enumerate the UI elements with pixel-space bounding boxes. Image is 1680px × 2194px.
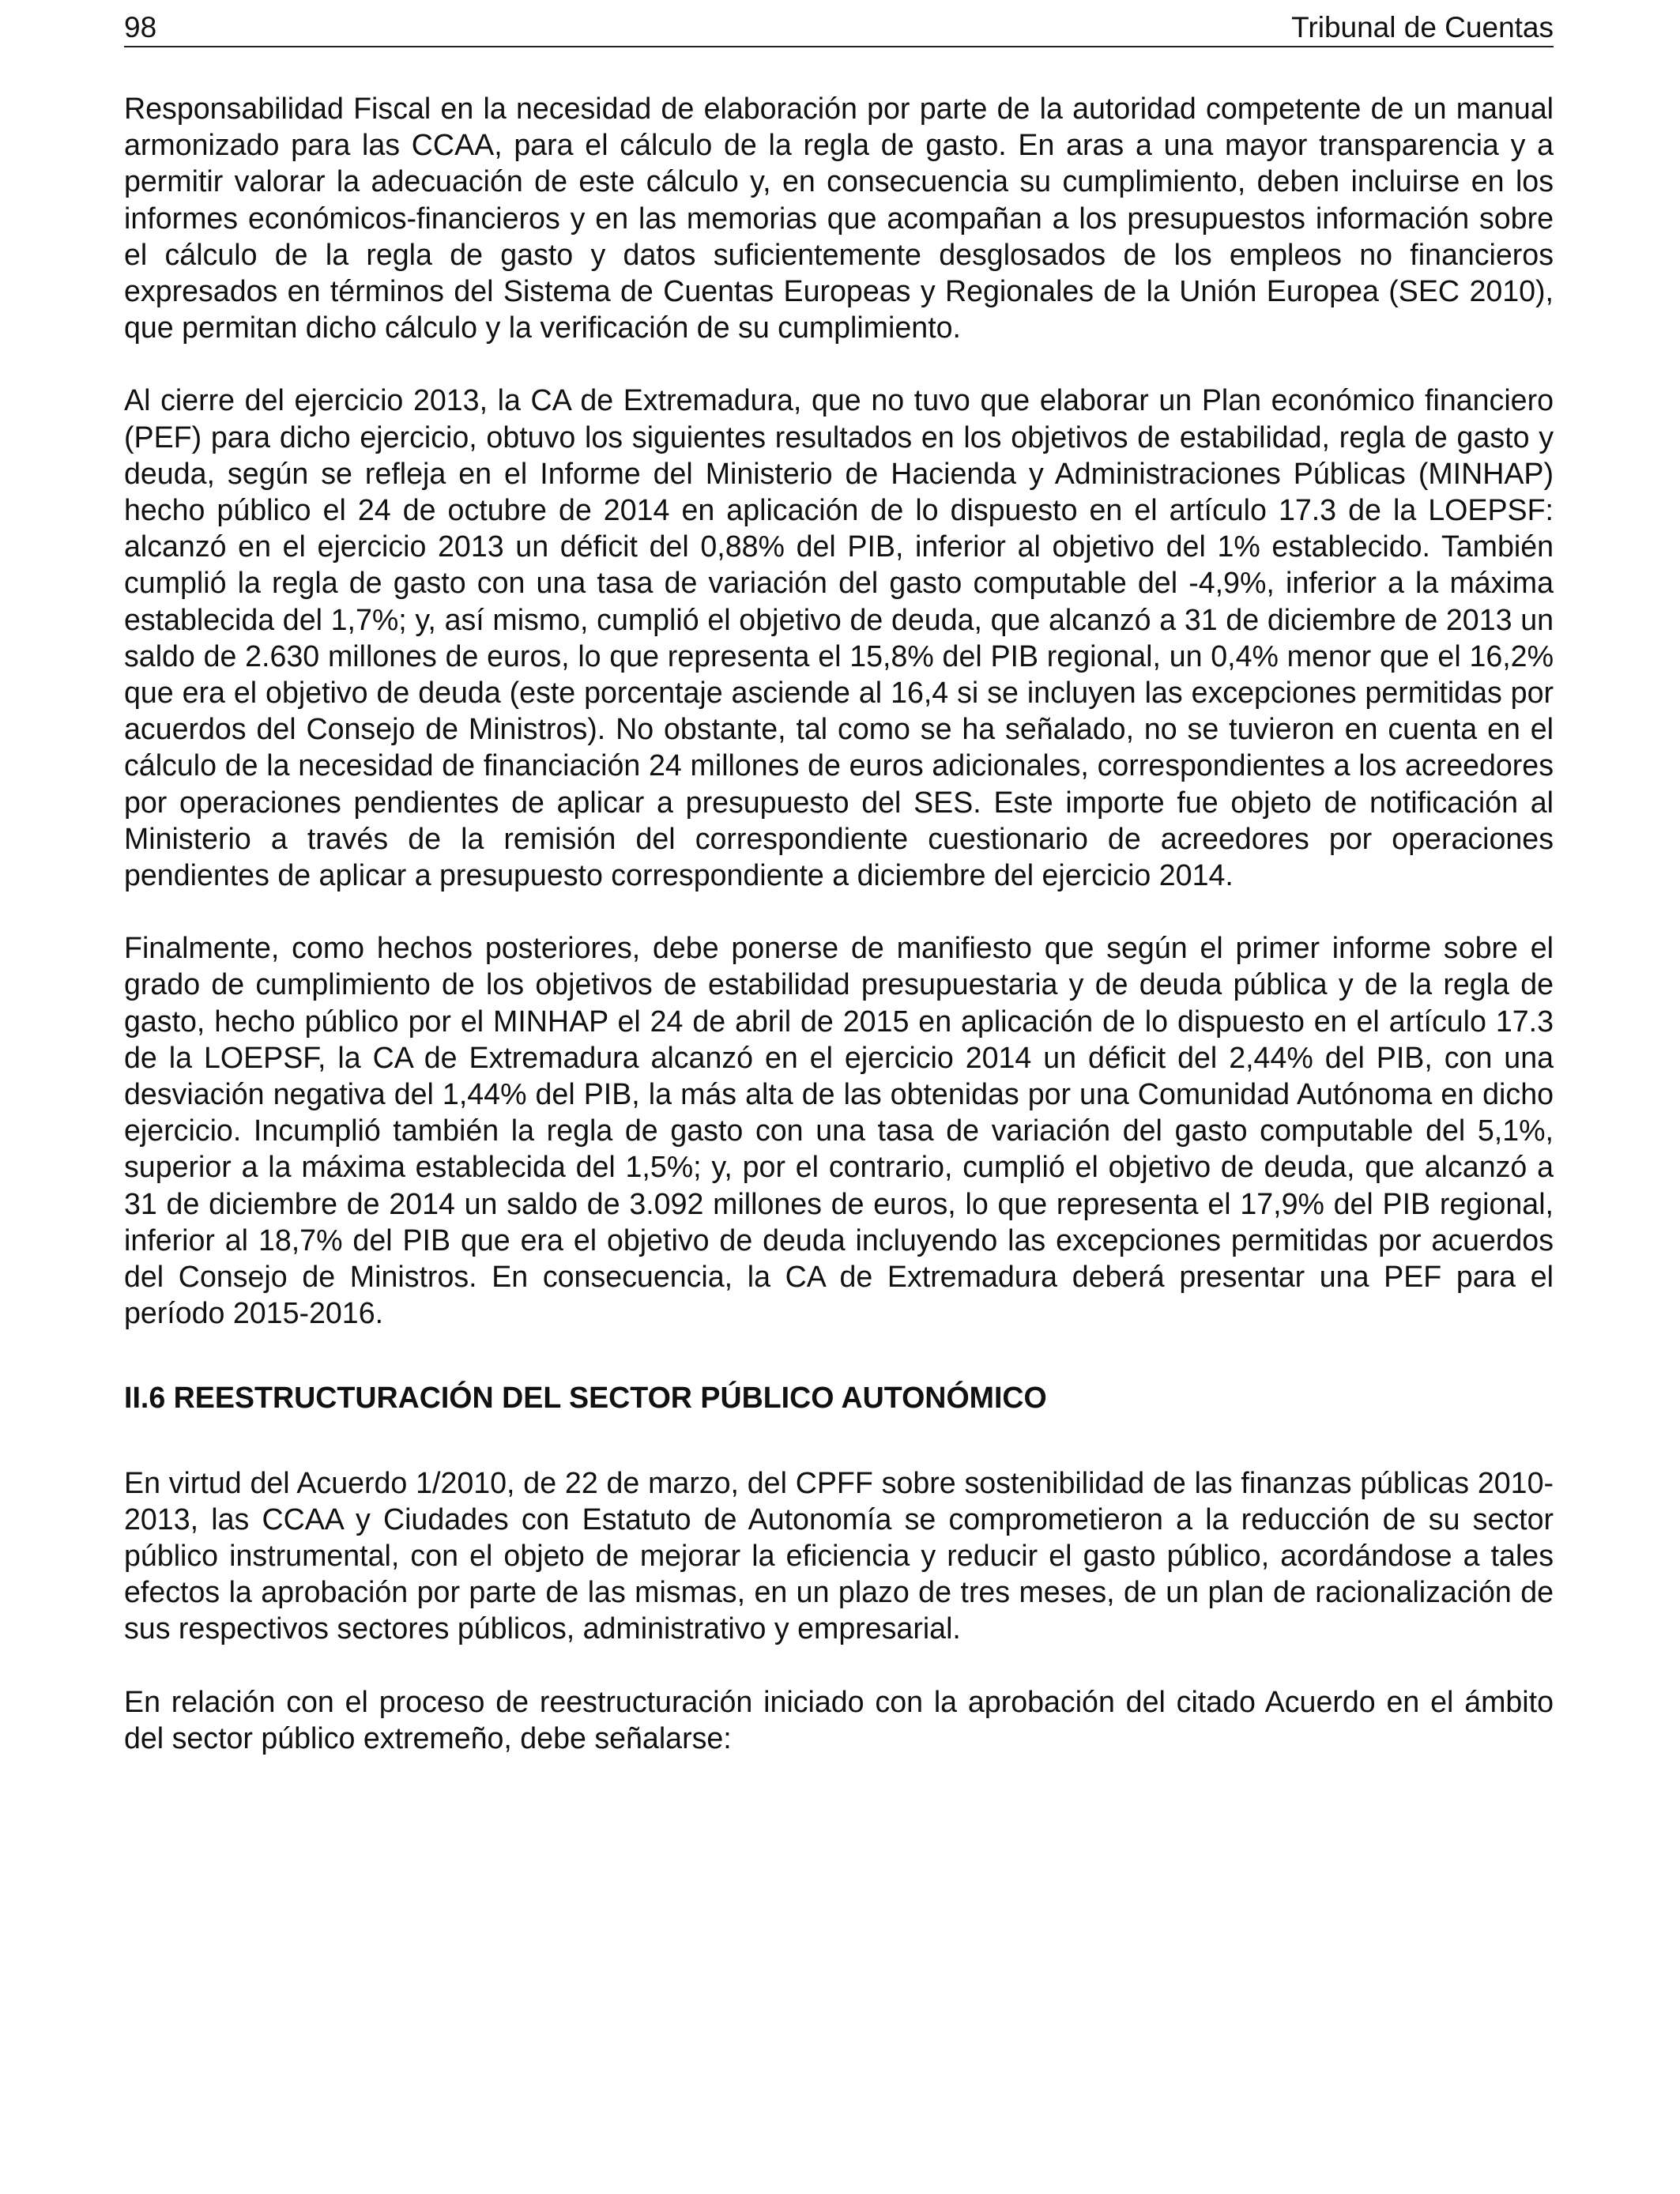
paragraph-regla-gasto-manual: Responsabilidad Fiscal en la necesidad de elaboración por parte de la autoridad competente de un manual armonizado para las CCAA, para el cálculo de la regla de gasto. En aras a una mayor transparencia y a permitir valorar la adecuación de este cálculo y, en consecuencia su cumplimiento, deben incluirse en los informes económicos-financieros y en las memorias que acompañan a los presupuestos información sobre el cálculo de la regla de gasto y datos suficientemente desglosados de los empleos no financieros expresados en términos del Sistema de Cuentas Europeas y Regionales de la Unión Europea (SEC 2010), que permitan dicho cálculo y la verificación de su cumplimiento. <box>124 92 1554 345</box>
paragraph-hechos-posteriores-2014: Finalmente, como hechos posteriores, debe ponerse de manifiesto que según el primer informe sobre el grado de cumplimiento de los objetivos de estabilidad presupuestaria y de deuda pública y de la regla de gasto, hecho público por el MINHAP el 24 de abril de 2015 en aplicación de lo dispuesto en el artículo 17.3 de la LOEPSF, la CA de Extremadura alcanzó en el ejercicio 2014 un déficit del 2,44% del PIB, con una desviación negativa del 1,44% del PIB, la más alta de las obtenidas por una Comunidad Autónoma en dicho ejercicio. Incumplió también la regla de gasto con una tasa de variación del gasto computable del 5,1%, superior a la máxima establecida del 1,5%; y, por el contrario, cumplió el objetivo de deuda, que alcanzó a 31 de diciembre de 2014 un saldo de 3.092 millones de euros, lo que representa el 17,9% del PIB regional, inferior al 18,7% del PIB que era el objetivo de deuda incluyendo las excepciones permitidas por acuerdos del Consejo de Ministros. En consecuencia, la CA de Extremadura deberá presentar una PEF para el período 2015-2016. <box>124 931 1554 1330</box>
paragraph-acuerdo-cpff: En virtud del Acuerdo 1/2010, de 22 de marzo, del CPFF sobre sostenibilidad de las finanzas públicas 2010-2013, las CCAA y Ciudades con Estatuto de Autonomía se comprometieron a la reducción de su sector público instrumental, con el objeto de mejorar la eficiencia y reducir el gasto público, acordándose a tales efectos la aprobación por parte de las mismas, en un plazo de tres meses, de un plan de racionalización de sus respectivos sectores públicos, administrativo y empresarial. <box>124 1465 1554 1646</box>
paragraph-proceso-reestructuracion: En relación con el proceso de reestructuración iniciado con la aprobación del citado Acuerdo en el ámbito del sector público extremeño, debe señalarse: <box>124 1684 1554 1755</box>
paragraph-resultados-2013: Al cierre del ejercicio 2013, la CA de Extremadura, que no tuvo que elaborar un Plan económico financiero (PEF) para dicho ejercicio, obtuvo los siguientes resultados en los objetivos de estabilidad, regla de gasto y deuda, según se refleja en el Informe del Ministerio de Hacienda y Administraciones Públicas (MINHAP) hecho público el 24 de octubre de 2014 en aplicación de lo dispuesto en el artículo 17.3 de la LOEPSF: alcanzó en el ejercicio 2013 un déficit del 0,88% del PIB, inferior al objetivo del 1% establecido. También cumplió la regla de gasto con una tasa de variación del gasto computable del -4,9%, inferior a la máxima establecida del 1,7%; y, así mismo, cumplió el objetivo de deuda, que alcanzó a 31 de diciembre de 2013 un saldo de 2.630 millones de euros, lo que representa el 15,8% del PIB regional, un 0,4% menor que el 16,2% que era el objetivo de deuda (este porcentaje asciende al 16,4 si se incluyen las excepciones permitidas por acuerdos del Consejo de Ministros). No obstante, tal como se ha señalado, no se tuvieron en cuenta en el cálculo de la necesidad de financiación 24 millones de euros adicionales, correspondientes a los acreedores por operaciones pendientes de aplicar a presupuesto del SES. Este importe fue objeto de notificación al Ministerio a través de la remisión del correspondiente cuestionario de acreedores por operaciones pendientes de aplicar a presupuesto correspondiente a diciembre del ejercicio 2014. <box>124 383 1554 892</box>
running-title: Tribunal de Cuentas <box>1291 11 1554 43</box>
page-header <box>124 9 1554 47</box>
document-body <box>124 90 1554 1793</box>
section-heading: II.6 REESTRUCTURACIÓN DEL SECTOR PÚBLICO AUTONÓMICO <box>124 1380 1047 1414</box>
page-number: 98 <box>124 11 157 43</box>
